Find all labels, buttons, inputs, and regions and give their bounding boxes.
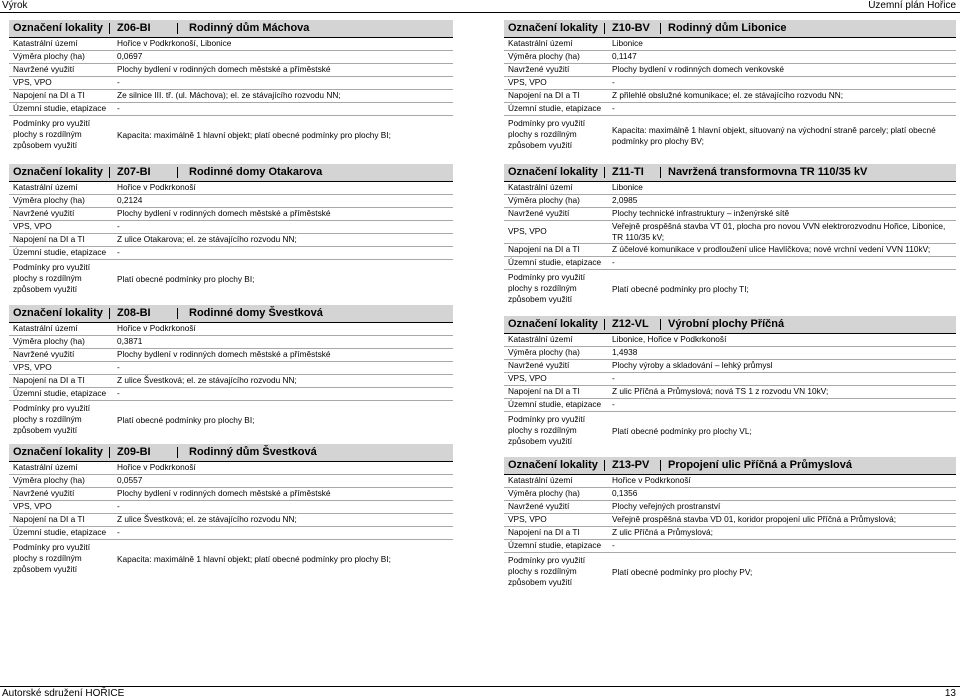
row-navrzene: Navržené využití Plochy bydlení v rodinných domech městské a příměstské <box>9 208 453 221</box>
row-uzemni: Územní studie, etapizace - <box>504 540 956 553</box>
row-podminky: Podmínky pro využití plochy s rozdílným způsobem využití Kapacita: maximálně 1 hlavní objekt; platí obecné podmínky pro plochy BI; <box>13 118 391 150</box>
locality-code: Z08-BI <box>117 307 151 319</box>
locality-header <box>9 20 453 38</box>
locality-name: Rodinné domy Švestková <box>189 307 323 319</box>
header-label: Označení lokality <box>13 307 103 319</box>
locality-code: Z10-BV <box>612 22 650 34</box>
locality-code: Z13-PV <box>612 459 650 471</box>
row-katastr: Katastrální území Hořice v Podkrkonoší <box>504 475 956 488</box>
row-uzemni: Územní studie, etapizace - <box>9 103 453 116</box>
row-vps: VPS, VPO Veřejně prospěšná stavba VT 01, plocha pro novou VVN elektrorozvodnu Hořice, Libonice, TR 110/35 kV; <box>504 221 956 244</box>
locality-name: Rodinný dům Máchova <box>189 22 310 34</box>
row-napojeni: Napojení na DI a TI Z ulic Příčná a Průmyslová; nová TS 1 z rozvodu VN 10kV; <box>504 386 956 399</box>
locality-name: Rodinné domy Otakarova <box>189 166 323 178</box>
row-uzemni: Územní studie, etapizace - <box>9 527 453 540</box>
row-vymera: Výměra plochy (ha) 2,0985 <box>504 195 956 208</box>
row-podminky: Podmínky pro využití plochy s rozdílným způsobem využití Kapacita: maximálně 1 hlavní objekt, situovaný na východní straně parcely; platí obecné podmínky pro plochy BV; <box>508 118 936 150</box>
row-uzemni: Územní studie, etapizace - <box>9 388 453 401</box>
row-napojeni: Napojení na DI a TI Z ulice Švestková; el. ze stávajícího rozvodu NN; <box>9 514 453 527</box>
locality-name: Navržená transformovna TR 110/35 kV <box>668 166 868 178</box>
header-label: Označení lokality <box>508 459 598 471</box>
locality-header <box>504 316 956 334</box>
row-katastr: Katastrální území Libonice, Hořice v Podkrkonoší <box>504 334 956 347</box>
row-napojeni: Napojení na DI a TI Z ulic Příčná a Průmyslová; <box>504 527 956 540</box>
row-uzemni: Územní studie, etapizace - <box>9 247 453 260</box>
locality-table-z10 <box>504 20 956 156</box>
locality-table-z07 <box>9 164 453 300</box>
row-podminky: Podmínky pro využití plochy s rozdílným způsobem využití Platí obecné podmínky pro plochy VL; <box>508 414 752 446</box>
row-napojeni: Napojení na DI a TI Ze silnice III. tř. (ul. Máchova); el. ze stávajícího rozvodu NN; <box>9 90 453 103</box>
header-label: Označení lokality <box>508 166 598 178</box>
row-vps: VPS, VPO - <box>504 373 956 386</box>
locality-code: Z11-TI <box>612 166 644 178</box>
locality-code: Z07-BI <box>117 166 151 178</box>
row-vps: VPS, VPO - <box>504 77 956 90</box>
footer-left: Autorské sdružení HOŘICE <box>2 688 125 699</box>
row-vymera: Výměra plochy (ha) 0,1356 <box>504 488 956 501</box>
row-podminky: Podmínky pro využití plochy s rozdílným způsobem využití Platí obecné podmínky pro plochy PV; <box>508 555 753 587</box>
row-navrzene: Navržené využití Plochy bydlení v rodinných domech městské a příměstské <box>9 64 453 77</box>
row-vps: VPS, VPO Veřejně prospěšná stavba VD 01, koridor propojení ulic Příčná a Průmyslová; <box>504 514 956 527</box>
row-vymera: Výměra plochy (ha) 0,1147 <box>504 51 956 64</box>
row-vymera: Výměra plochy (ha) 0,0557 <box>9 475 453 488</box>
row-katastr: Katastrální území Hořice v Podkrkonoší <box>9 323 453 336</box>
header-label: Označení lokality <box>508 22 598 34</box>
row-napojeni: Napojení na DI a TI Z účelové komunikace v prodloužení ulice Havlíčkova; nové vrchní vedení VVN 110kV; <box>504 244 956 257</box>
row-vymera: Výměra plochy (ha) 0,2124 <box>9 195 453 208</box>
header-label: Označení lokality <box>13 22 103 34</box>
row-navrzene: Navržené využití Plochy veřejných prostranství <box>504 501 956 514</box>
header-label: Označení lokality <box>13 446 103 458</box>
locality-header <box>504 457 956 475</box>
locality-name: Rodinný dům Libonice <box>668 22 787 34</box>
row-vps: VPS, VPO - <box>9 77 453 90</box>
locality-table-z06 <box>9 20 453 156</box>
locality-table-z08 <box>9 305 453 441</box>
locality-header <box>9 444 453 462</box>
locality-header <box>504 20 956 38</box>
locality-code: Z12-VL <box>612 318 649 330</box>
footer-rule <box>0 686 960 687</box>
locality-name: Výrobní plochy Příčná <box>668 318 785 330</box>
row-vps: VPS, VPO - <box>9 501 453 514</box>
row-vymera: Výměra plochy (ha) 0,0697 <box>9 51 453 64</box>
page-footer <box>0 688 960 699</box>
row-vymera: Výměra plochy (ha) 0,3871 <box>9 336 453 349</box>
row-katastr: Katastrální území Hořice v Podkrkonoší <box>9 182 453 195</box>
header-label: Označení lokality <box>508 318 598 330</box>
row-vps: VPS, VPO - <box>9 362 453 375</box>
row-napojeni: Napojení na DI a TI Z ulice Otakarova; el. ze stávajícího rozvodu NN; <box>9 234 453 247</box>
row-podminky: Podmínky pro využití plochy s rozdílným způsobem využití Platí obecné podmínky pro plochy BI; <box>13 403 255 435</box>
row-navrzene: Navržené využití Plochy výroby a skladování – lehký průmysl <box>504 360 956 373</box>
row-uzemni: Územní studie, etapizace - <box>504 257 956 270</box>
header-left: Výrok <box>2 0 28 11</box>
row-uzemni: Územní studie, etapizace - <box>504 103 956 116</box>
locality-table-z09 <box>9 444 453 580</box>
row-navrzene: Navržené využití Plochy bydlení v rodinných domech městské a příměstské <box>9 488 453 501</box>
locality-table-z12 <box>504 316 956 452</box>
locality-code: Z09-BI <box>117 446 151 458</box>
locality-header <box>504 164 956 182</box>
row-navrzene: Navržené využití Plochy technické infrastruktury – inženýrské sítě <box>504 208 956 221</box>
row-uzemni: Územní studie, etapizace - <box>504 399 956 412</box>
row-podminky: Podmínky pro využití plochy s rozdílným způsobem využití Platí obecné podmínky pro plochy BI; <box>13 262 255 294</box>
locality-table-z11 <box>504 164 956 310</box>
row-katastr: Katastrální území Hořice v Podkrkonoší <box>9 462 453 475</box>
header-label: Označení lokality <box>13 166 103 178</box>
locality-header <box>9 164 453 182</box>
row-katastr: Katastrální území Libonice <box>504 38 956 51</box>
row-podminky: Podmínky pro využití plochy s rozdílným způsobem využití Platí obecné podmínky pro plochy TI; <box>508 272 749 304</box>
row-napojeni: Napojení na DI a TI Z přilehlé obslužné komunikace; el. ze stávajícího rozvodu NN; <box>504 90 956 103</box>
page-number: 13 <box>944 688 956 699</box>
row-podminky: Podmínky pro využití plochy s rozdílným způsobem využití Kapacita: maximálně 1 hlavní objekt; platí obecné podmínky pro plochy BI; <box>13 542 391 574</box>
row-vymera: Výměra plochy (ha) 1,4938 <box>504 347 956 360</box>
locality-header <box>9 305 453 323</box>
row-katastr: Katastrální území Hořice v Podkrkonoší, Libonice <box>9 38 453 51</box>
page-header <box>0 0 960 11</box>
row-vps: VPS, VPO - <box>9 221 453 234</box>
row-napojeni: Napojení na DI a TI Z ulice Švestková; el. ze stávajícího rozvodu NN; <box>9 375 453 388</box>
header-right: Územní plán Hořice <box>868 0 956 11</box>
locality-table-z13 <box>504 457 956 593</box>
header-rule <box>0 12 960 13</box>
row-navrzene: Navržené využití Plochy bydlení v rodinných domech městské a příměstské <box>9 349 453 362</box>
locality-code: Z06-BI <box>117 22 151 34</box>
row-navrzene: Navržené využití Plochy bydlení v rodinných domech venkovské <box>504 64 956 77</box>
locality-name: Rodinný dům Švestková <box>189 446 317 458</box>
locality-name: Propojení ulic Příčná a Průmyslová <box>668 459 853 471</box>
row-katastr: Katastrální území Libonice <box>504 182 956 195</box>
